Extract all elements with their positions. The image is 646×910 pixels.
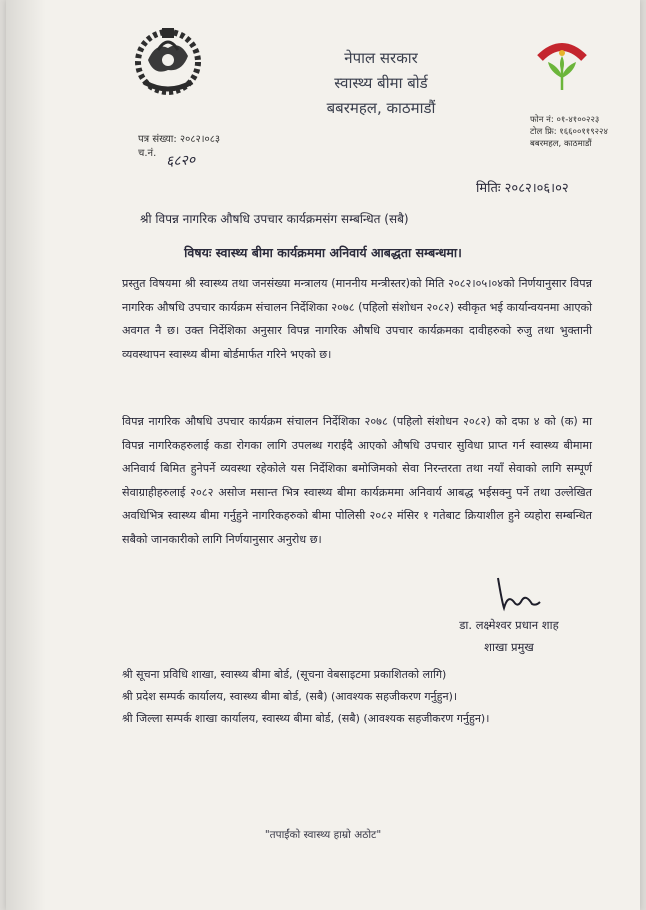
signatory-name: डा. लक्ष्मेश्वर प्रधान शाह xyxy=(459,618,559,632)
letter-number: पत्र संख्या: २०८२।०८३ xyxy=(138,134,221,145)
body-paragraph-1: प्रस्तुत विषयमा श्री स्वास्थ्य तथा जनसंख्या मन्त्रालय (माननीय मन्त्रीस्तर)को मिति २०८२।०५।०४को निर्णयानुसार विपन्न नागरिक औषधि उपचार कार्यक्रम संचालन निर्देशिका २०७८ (पहिलो संशोधन २०८२) स्वीकृत भई कार्यान्वयनमा आएको अवगत नै छ। उक्त निर्देशिका अनुसार विपन्न नागरिक औषधि उपचार कार्यक्रमका दावीहरुको रुजु तथा भुक्तानी व्यवस्थापन स्वास्थ्य बीमा बोर्डमार्फत गरिने भएको छ। xyxy=(122,277,592,361)
cc-item: श्री प्रदेश सम्पर्क कार्यालय, स्वास्थ्य बीमा बोर्ड, (सबै) (आवश्यक सहजीकरण गर्नुहुन)। xyxy=(122,690,458,703)
nepal-emblem-icon xyxy=(128,20,208,102)
letterhead-title xyxy=(296,46,466,121)
signature-mark xyxy=(492,572,544,612)
dispatch-number-handwritten: ६८२० xyxy=(165,152,196,170)
org-line-board: स्वास्थ्य बीमा बोर्ड xyxy=(334,74,428,92)
cc-item: श्री जिल्ला सम्पर्क शाखा कार्यालय, स्वास्थ्य बीमा बोर्ड, (सबै) (आवश्यक सहजीकरण गर्नुहुन)। xyxy=(122,712,490,725)
dispatch-label: च.नं. xyxy=(138,148,157,159)
page-edge-shadow xyxy=(6,0,46,910)
cc-list xyxy=(122,664,602,730)
cc-item: श्री सूचना प्रविधि शाखा, स्वास्थ्य बीमा बोर्ड, (सूचना वेबसाइटमा प्रकाशितको लागि) xyxy=(122,668,447,681)
recipient-line: श्री विपन्न नागरिक औषधि उपचार कार्यक्रमसंग सम्बन्धित (सबै) xyxy=(140,212,409,226)
toll-free-number: टोल फ्रि: १६६००११९२२४ xyxy=(530,127,608,137)
letter-page xyxy=(6,0,640,910)
contact-info xyxy=(530,114,608,150)
subject-line: विषयः स्वास्थ्य बीमा कार्यक्रममा अनिवार्य आबद्धता सम्बन्धमा। xyxy=(184,245,462,260)
health-insurance-board-logo-icon xyxy=(536,38,588,98)
footer-slogan: "तपाईंको स्वास्थ्य हाम्रो अठोट" xyxy=(264,829,382,841)
letter-date: मितिः २०८२।०६।०२ xyxy=(476,181,569,196)
signatory-block xyxy=(434,614,584,658)
signatory-title: शाखा प्रमुख xyxy=(484,640,534,654)
phone-number: फोन नं: ०१-४१००२२३ xyxy=(530,115,600,125)
body-paragraph-2: विपन्न नागरिक औषधि उपचार कार्यक्रम संचालन निर्देशिका २०७८ (पहिलो संशोधन २०८२) को दफा ४ को (क) मा विपन्न नागरिकहरुलाई कडा रोगका लागि उपलब्ध गराईदै आएको औषधि उपचार सुविधा प्राप्त गर्न स्वास्थ्य बीमामा अनिवार्य बिमित हुनेपर्ने व्यवस्था रहेकोले यस निर्देशिका बमोजिमको सेवा निरन्तरता तथा नयाँ सेवाको लागि सम्पूर्ण सेवाग्राहीहरुलाई २०८२ असोज मसान्त भित्र स्वास्थ्य बीमा कार्यक्रममा अनिवार्य आबद्ध भईसक्नु पर्ने तथा उल्लेखित अवधिभित्र स्वास्थ्य बीमा गर्नुहुने नागरिकहरुको बीमा पोलिसी २०८२ मंसिर १ गतेबाट क्रियाशील हुने व्यहोरा सम्बन्धित सबैको जानकारीको लागि निर्णयानुसार अनुरोध छ। xyxy=(122,415,592,546)
org-line-address: बबरमहल, काठमाडौं xyxy=(326,99,436,117)
org-line-government: नेपाल सरकार xyxy=(344,49,418,67)
contact-address: बबरमहल, काठमाडौं xyxy=(530,139,592,149)
